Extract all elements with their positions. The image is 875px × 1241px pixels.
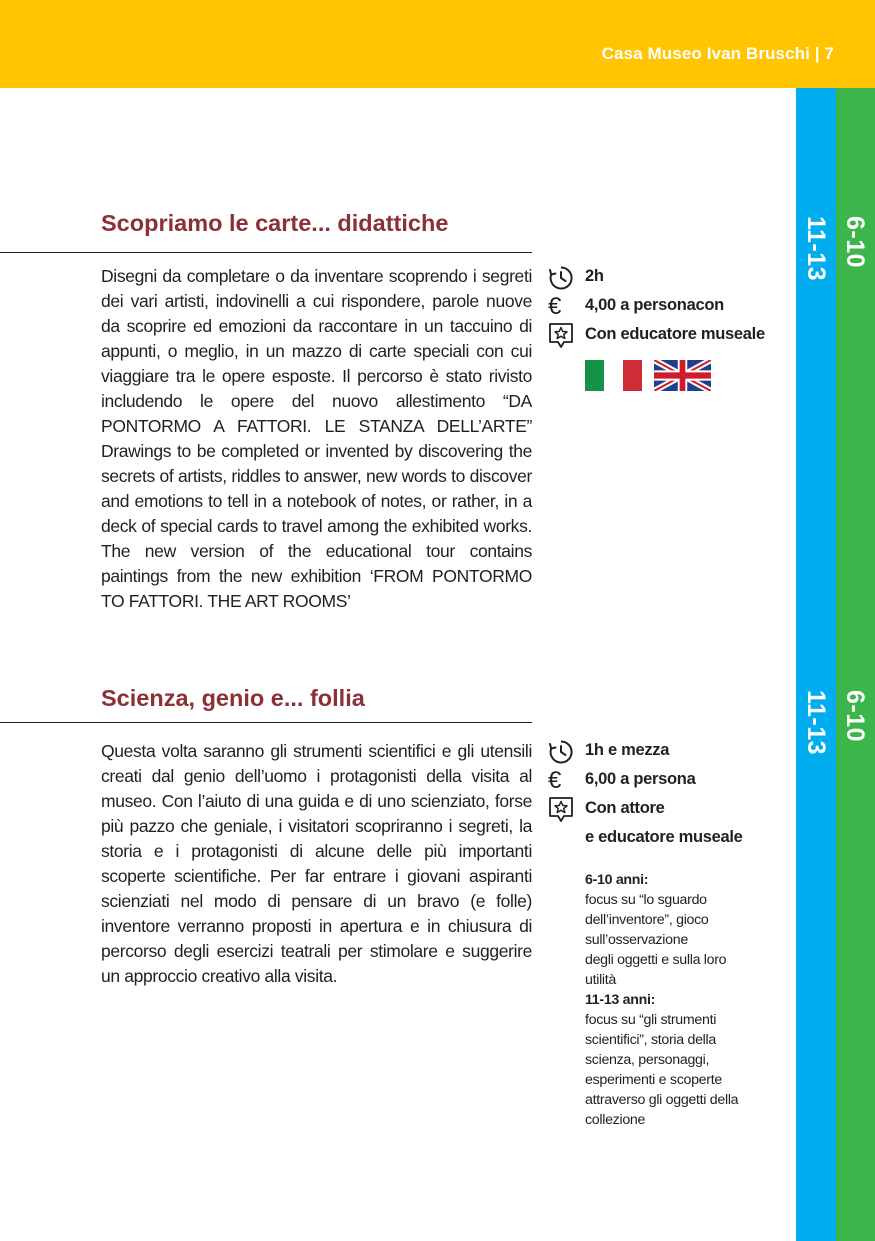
activity-title: Scienza, genio e... follia — [101, 685, 365, 711]
clock-icon — [548, 265, 576, 291]
price-text: 6,00 a persona — [585, 770, 696, 788]
euro-icon: € — [548, 292, 562, 320]
guide-text: Con educatore museale — [585, 325, 765, 343]
age-label-11-13: 11-13 — [802, 216, 830, 282]
activity-title: Scopriamo le carte... didattiche — [101, 210, 449, 236]
notes-line: focus su “lo sguardo — [585, 892, 707, 908]
duration-text: 1h e mezza — [585, 741, 670, 759]
notes-line: collezione — [585, 1112, 646, 1128]
duration-text: 2h — [585, 267, 604, 285]
notes-line: esperimenti e scoperte — [585, 1072, 722, 1088]
duration-row — [548, 737, 670, 766]
page-header — [0, 0, 875, 88]
clock-icon — [548, 739, 576, 765]
notes-line: sull’osservazione — [585, 932, 688, 948]
guide-row-continued — [548, 824, 743, 853]
price-row — [548, 292, 724, 321]
notes-label-11-13: 11-13 anni: — [585, 992, 656, 1008]
euro-icon: € — [548, 766, 562, 794]
price-text: 4,00 a personacon — [585, 296, 724, 314]
notes-line: focus su “gli strumenti — [585, 1012, 717, 1028]
guide-row — [548, 795, 665, 824]
guide-text: e educatore museale — [585, 828, 743, 846]
notes-label-6-10: 6-10 anni: — [585, 872, 649, 888]
notes-line: degli oggetti e sulla loro — [585, 952, 727, 968]
notes-line: scientifici”, storia della — [585, 1032, 716, 1048]
notes-line: attraverso gli oggetti della — [585, 1092, 739, 1108]
section-divider — [0, 252, 532, 253]
age-label-11-13: 11-13 — [802, 690, 830, 756]
section-divider — [0, 722, 532, 723]
italian-flag — [585, 360, 642, 391]
age-label-6-10: 6-10 — [841, 690, 869, 743]
notes-line: utilità — [585, 972, 617, 988]
guide-row — [548, 321, 765, 350]
age-notes — [585, 870, 785, 1130]
notes-line: scienza, personaggi, — [585, 1052, 710, 1068]
guide-text: Con attore — [585, 799, 665, 817]
header-title: Casa Museo Ivan Bruschi | 7 — [601, 44, 834, 63]
duration-row — [548, 263, 604, 292]
educator-badge-icon — [548, 323, 576, 349]
price-row — [548, 766, 696, 795]
educator-badge-icon — [548, 797, 576, 823]
age-label-6-10: 6-10 — [841, 216, 869, 269]
notes-line: dell’inventore”, gioco — [585, 912, 709, 928]
activity-description: Questa volta saranno gli strumenti scientifici e gli utensili creati dal genio dell’uomo i protagonisti della visita al museo. Con l’aiuto di una guida e di uno scienziato, forse più pazzo che geniale, i visitatori scopriranno i segreti, la storia e i protagonisti di alcune delle più importanti scoperte scientifiche. Per far entrare i giovani aspiranti scienziati nel modo di pensare di un bravo (e folle) inventore verranno proposti in apertura e in chiusura di percorso degli esercizi teatrali per stimolare e suggerire un approccio creativo alla visita. — [101, 741, 532, 986]
uk-flag — [654, 360, 711, 391]
activity-description: Disegni da completare o da inventare scoprendo i segreti dei vari artisti, indovinelli a cui rispondere, parole nuove da scoprire ed emozioni da raccontare in un taccuino di appunti, o meglio, in un mazzo di carte speciali con cui viaggiare tra le opere esposte. Il percorso è stato rivisto includendo le opere del nuovo allestimento “DA PONTORMO A FATTORI. LE STANZA DELL’ARTE” Drawings to be completed or invented by discovering the secrets of artists, riddles to answer, new words to discover and emotions to tell in a notebook of notes, or rather, in a deck of special cards to travel among the exhibited works. The new version of the educational tour contains paintings from the new exhibition ‘FROM PONTORMO TO FATTORI. THE ART ROOMS’ — [101, 266, 532, 611]
